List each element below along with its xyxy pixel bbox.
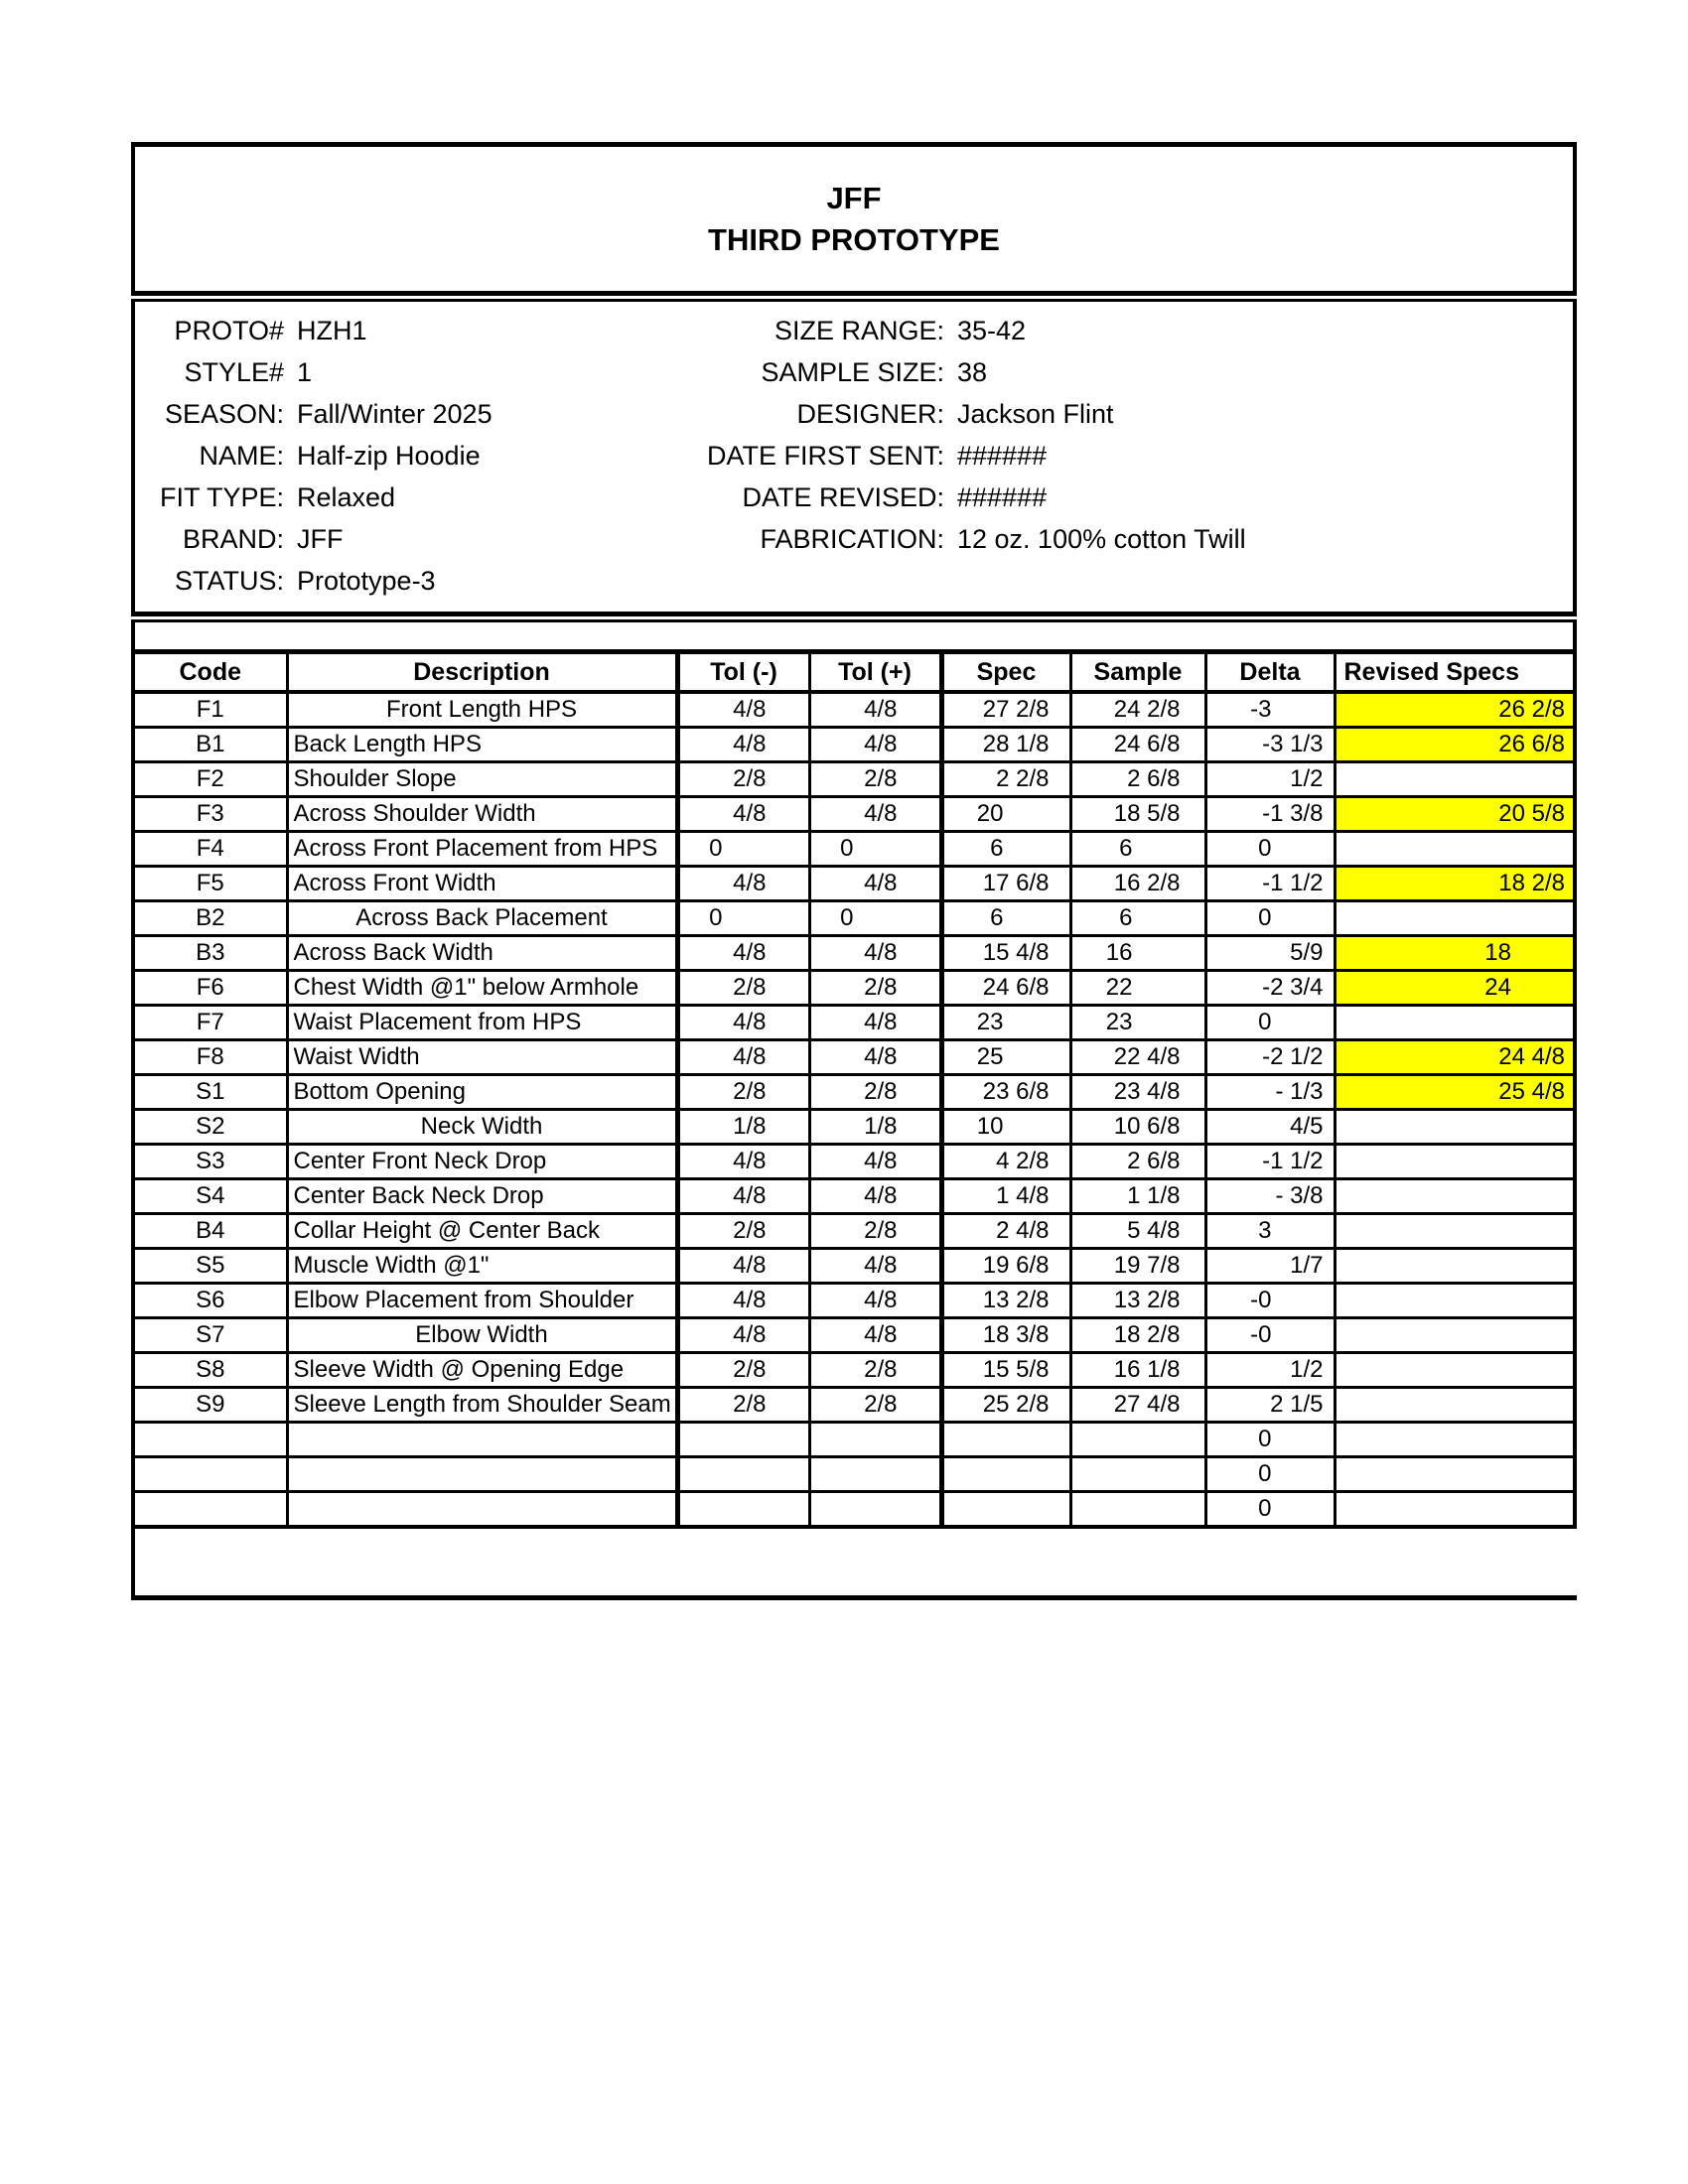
table-row (133, 1075, 1575, 1110)
cell-revised-spec (1335, 762, 1575, 797)
cell-delta: 2 1/5 (1205, 1388, 1335, 1423)
cell-revised-spec (1335, 1353, 1575, 1388)
cell-revised-spec (1335, 1318, 1575, 1353)
cell-delta: 3 (1205, 1214, 1335, 1249)
cell-sample (1070, 1423, 1205, 1457)
cell-revised-spec (1335, 832, 1575, 867)
info-row (135, 518, 1573, 560)
table-row (133, 1006, 1575, 1040)
cell-spec: 6 (941, 832, 1070, 867)
cell-description: Across Shoulder Width (287, 797, 677, 832)
cell-spec (941, 1423, 1070, 1457)
table-row (133, 1110, 1575, 1145)
cell-description: Across Back Width (287, 936, 677, 971)
cell-description: Elbow Width (287, 1318, 677, 1353)
cell-revised-spec (1335, 1145, 1575, 1179)
cell-spec (941, 1457, 1070, 1492)
double-rule-top (131, 291, 1577, 302)
info-value-fit-type: Relaxed (297, 482, 396, 512)
cell-tol-plus: 4/8 (809, 1006, 941, 1040)
info-row (135, 435, 1573, 477)
info-row (135, 477, 1573, 518)
cell-delta: -3 (1205, 692, 1335, 728)
cell-tol-minus: 4/8 (677, 867, 809, 901)
table-row (133, 1214, 1575, 1249)
cell-description: Sleeve Width @ Opening Edge (287, 1353, 677, 1388)
cell-tol-plus: 4/8 (809, 1249, 941, 1284)
info-label-style: STYLE# (184, 357, 284, 387)
cell-spec: 13 2/8 (941, 1284, 1070, 1318)
cell-tol-minus: 2/8 (677, 1214, 809, 1249)
cell-code: F3 (133, 797, 287, 832)
cell-revised-spec: 18 2/8 (1335, 867, 1575, 901)
cell-tol-minus: 4/8 (677, 728, 809, 762)
cell-sample: 22 4/8 (1070, 1040, 1205, 1075)
table-row (133, 1457, 1575, 1492)
cell-delta: -2 3/4 (1205, 971, 1335, 1006)
cell-revised-spec (1335, 1214, 1575, 1249)
cell-code: F4 (133, 832, 287, 867)
cell-tol-minus: 4/8 (677, 1145, 809, 1179)
cell-code: S4 (133, 1179, 287, 1214)
cell-delta: -3 1/3 (1205, 728, 1335, 762)
cell-delta: 1/7 (1205, 1249, 1335, 1284)
table-row (133, 1040, 1575, 1075)
cell-tol-plus: 4/8 (809, 936, 941, 971)
cell-description: Neck Width (287, 1110, 677, 1145)
table-row (133, 1284, 1575, 1318)
table-row (133, 1423, 1575, 1457)
info-value-style: 1 (297, 357, 313, 387)
cell-tol-plus: 4/8 (809, 867, 941, 901)
cell-code: F5 (133, 867, 287, 901)
cell-tol-minus: 0 (677, 832, 809, 867)
cell-description: Collar Height @ Center Back (287, 1214, 677, 1249)
cell-spec: 20 (941, 797, 1070, 832)
cell-sample: 27 4/8 (1070, 1388, 1205, 1423)
cell-revised-spec: 26 2/8 (1335, 692, 1575, 728)
cell-sample: 18 5/8 (1070, 797, 1205, 832)
cell-code: S9 (133, 1388, 287, 1423)
cell-description: Shoulder Slope (287, 762, 677, 797)
cell-tol-plus: 4/8 (809, 1318, 941, 1353)
cell-code: F7 (133, 1006, 287, 1040)
cell-tol-minus: 0 (677, 901, 809, 936)
cell-tol-plus: 4/8 (809, 728, 941, 762)
cell-code: F6 (133, 971, 287, 1006)
table-row (133, 762, 1575, 797)
info-label-date-first-sent: DATE FIRST SENT: (706, 441, 944, 471)
table-row (133, 1249, 1575, 1284)
info-row (135, 351, 1573, 393)
cell-delta: 5/9 (1205, 936, 1335, 971)
cell-delta: -1 1/2 (1205, 867, 1335, 901)
info-value-sample-size: 38 (957, 357, 988, 387)
table-row (133, 936, 1575, 971)
cell-sample (1070, 1492, 1205, 1528)
cell-delta: 1/2 (1205, 1353, 1335, 1388)
cell-revised-spec: 24 4/8 (1335, 1040, 1575, 1075)
cell-spec: 18 3/8 (941, 1318, 1070, 1353)
info-label-season: SEASON: (164, 399, 284, 429)
col-header-sample: Sample (1070, 652, 1205, 693)
cell-sample: 2 6/8 (1070, 1145, 1205, 1179)
cell-spec: 17 6/8 (941, 867, 1070, 901)
cell-sample: 5 4/8 (1070, 1214, 1205, 1249)
cell-tol-plus: 4/8 (809, 1145, 941, 1179)
cell-tol-plus: 2/8 (809, 762, 941, 797)
info-label-size-range: SIZE RANGE: (774, 316, 944, 345)
info-label-fabrication: FABRICATION: (760, 524, 944, 554)
cell-description: Center Back Neck Drop (287, 1179, 677, 1214)
cell-code (133, 1457, 287, 1492)
info-row (135, 393, 1573, 435)
cell-spec: 19 6/8 (941, 1249, 1070, 1284)
cell-revised-spec (1335, 1179, 1575, 1214)
cell-tol-minus: 4/8 (677, 692, 809, 728)
cell-delta: -0 (1205, 1284, 1335, 1318)
cell-delta: 0 (1205, 1423, 1335, 1457)
cell-tol-minus: 2/8 (677, 971, 809, 1006)
col-header-revised-specs: Revised Specs (1335, 652, 1575, 693)
cell-code: S5 (133, 1249, 287, 1284)
table-row (133, 728, 1575, 762)
table-row (133, 1145, 1575, 1179)
cell-revised-spec (1335, 1249, 1575, 1284)
cell-tol-minus: 2/8 (677, 1388, 809, 1423)
cell-description: Back Length HPS (287, 728, 677, 762)
cell-revised-spec (1335, 1110, 1575, 1145)
cell-spec: 25 (941, 1040, 1070, 1075)
spec-sheet (131, 142, 1577, 1600)
cell-tol-plus: 1/8 (809, 1110, 941, 1145)
cell-delta: -0 (1205, 1318, 1335, 1353)
cell-description: Center Front Neck Drop (287, 1145, 677, 1179)
cell-spec: 23 (941, 1006, 1070, 1040)
cell-tol-minus: 2/8 (677, 762, 809, 797)
cell-tol-minus: 4/8 (677, 1006, 809, 1040)
cell-description: Chest Width @1" below Armhole (287, 971, 677, 1006)
info-value-date-first-sent: ###### (957, 441, 1048, 471)
cell-spec: 4 2/8 (941, 1145, 1070, 1179)
cell-tol-minus: 1/8 (677, 1110, 809, 1145)
cell-tol-minus (677, 1423, 809, 1457)
cell-tol-plus (809, 1492, 941, 1528)
cell-tol-plus (809, 1457, 941, 1492)
info-row (135, 560, 1573, 602)
cell-revised-spec: 25 4/8 (1335, 1075, 1575, 1110)
col-header-code: Code (133, 652, 287, 693)
info-value-season: Fall/Winter 2025 (297, 399, 492, 429)
cell-revised-spec (1335, 1006, 1575, 1040)
cell-code: F1 (133, 692, 287, 728)
cell-spec: 10 (941, 1110, 1070, 1145)
cell-tol-plus: 4/8 (809, 1179, 941, 1214)
table-row (133, 1492, 1575, 1528)
cell-tol-minus: 2/8 (677, 1353, 809, 1388)
cell-tol-plus: 2/8 (809, 971, 941, 1006)
table-row (133, 1318, 1575, 1353)
cell-tol-minus (677, 1492, 809, 1528)
info-row (135, 310, 1573, 351)
cell-code: F8 (133, 1040, 287, 1075)
col-header-tol-plus: Tol (+) (809, 652, 941, 693)
cell-delta: 0 (1205, 1006, 1335, 1040)
cell-delta: 0 (1205, 901, 1335, 936)
cell-tol-minus: 4/8 (677, 1040, 809, 1075)
table-row (133, 867, 1575, 901)
title-block (131, 142, 1577, 291)
table-row (133, 797, 1575, 832)
cell-tol-minus (677, 1457, 809, 1492)
cell-description: Bottom Opening (287, 1075, 677, 1110)
cell-revised-spec (1335, 1284, 1575, 1318)
cell-sample: 16 (1070, 936, 1205, 971)
cell-description (287, 1457, 677, 1492)
cell-description: Waist Width (287, 1040, 677, 1075)
info-label-status: STATUS: (174, 566, 284, 596)
cell-tol-minus: 4/8 (677, 936, 809, 971)
cell-spec: 24 6/8 (941, 971, 1070, 1006)
cell-revised-spec: 18 (1335, 936, 1575, 971)
cell-tol-plus: 2/8 (809, 1214, 941, 1249)
cell-sample: 22 (1070, 971, 1205, 1006)
cell-spec (941, 1492, 1070, 1528)
spacer (131, 622, 1577, 649)
double-rule-bottom (131, 612, 1577, 622)
cell-description (287, 1492, 677, 1528)
table-row (133, 692, 1575, 728)
page-title: THIRD PROTOTYPE (708, 221, 1000, 257)
table-row (133, 832, 1575, 867)
cell-spec: 27 2/8 (941, 692, 1070, 728)
cell-spec: 23 6/8 (941, 1075, 1070, 1110)
cell-delta: -1 3/8 (1205, 797, 1335, 832)
cell-code: S8 (133, 1353, 287, 1388)
table-row (133, 1179, 1575, 1214)
cell-sample: 18 2/8 (1070, 1318, 1205, 1353)
info-label-designer: DESIGNER: (796, 399, 944, 429)
cell-tol-plus: 4/8 (809, 1284, 941, 1318)
col-header-spec: Spec (941, 652, 1070, 693)
info-value-designer: Jackson Flint (957, 399, 1114, 429)
table-header-row (133, 652, 1575, 693)
cell-tol-plus: 2/8 (809, 1075, 941, 1110)
cell-sample: 13 2/8 (1070, 1284, 1205, 1318)
cell-description: Elbow Placement from Shoulder (287, 1284, 677, 1318)
cell-revised-spec (1335, 1423, 1575, 1457)
cell-delta: 0 (1205, 832, 1335, 867)
info-value-proto: HZH1 (297, 316, 367, 345)
cell-tol-plus: 2/8 (809, 1353, 941, 1388)
cell-spec: 25 2/8 (941, 1388, 1070, 1423)
cell-sample: 24 6/8 (1070, 728, 1205, 762)
info-label-name: NAME: (199, 441, 284, 471)
cell-revised-spec: 20 5/8 (1335, 797, 1575, 832)
col-header-delta: Delta (1205, 652, 1335, 693)
info-value-brand: JFF (297, 524, 344, 554)
cell-tol-plus: 2/8 (809, 1388, 941, 1423)
cell-spec: 15 4/8 (941, 936, 1070, 971)
cell-spec: 6 (941, 901, 1070, 936)
cell-delta: 4/5 (1205, 1110, 1335, 1145)
cell-tol-plus: 0 (809, 901, 941, 936)
cell-tol-plus: 4/8 (809, 1040, 941, 1075)
cell-sample: 24 2/8 (1070, 692, 1205, 728)
cell-code: B3 (133, 936, 287, 971)
cell-description: Across Front Placement from HPS (287, 832, 677, 867)
info-label-brand: BRAND: (182, 524, 284, 554)
cell-tol-minus: 2/8 (677, 1075, 809, 1110)
info-value-size-range: 35-42 (957, 316, 1027, 345)
info-label-date-revised: DATE REVISED: (742, 482, 944, 512)
cell-spec: 28 1/8 (941, 728, 1070, 762)
cell-tol-plus (809, 1423, 941, 1457)
cell-tol-plus: 4/8 (809, 692, 941, 728)
col-header-tol-minus: Tol (-) (677, 652, 809, 693)
cell-sample: 19 7/8 (1070, 1249, 1205, 1284)
cell-revised-spec (1335, 1492, 1575, 1528)
cell-code (133, 1423, 287, 1457)
cell-description (287, 1423, 677, 1457)
cell-delta: 0 (1205, 1492, 1335, 1528)
cell-sample: 16 2/8 (1070, 867, 1205, 901)
info-value-date-revised: ###### (957, 482, 1048, 512)
cell-sample: 6 (1070, 832, 1205, 867)
cell-description: Front Length HPS (287, 692, 677, 728)
cell-sample: 1 1/8 (1070, 1179, 1205, 1214)
cell-code: F2 (133, 762, 287, 797)
info-label-sample-size: SAMPLE SIZE: (761, 357, 944, 387)
cell-code: B1 (133, 728, 287, 762)
info-value-status: Prototype-3 (297, 566, 436, 596)
cell-code: S1 (133, 1075, 287, 1110)
cell-delta: 0 (1205, 1457, 1335, 1492)
info-block (131, 302, 1577, 612)
cell-tol-minus: 4/8 (677, 1284, 809, 1318)
table-row (133, 1388, 1575, 1423)
info-label-fit-type: FIT TYPE: (159, 482, 284, 512)
cell-revised-spec: 24 (1335, 971, 1575, 1006)
table-row (133, 1353, 1575, 1388)
cell-delta: -1 1/2 (1205, 1145, 1335, 1179)
cell-revised-spec (1335, 1457, 1575, 1492)
cell-revised-spec: 26 6/8 (1335, 728, 1575, 762)
cell-code: S3 (133, 1145, 287, 1179)
cell-code: B4 (133, 1214, 287, 1249)
cell-sample: 16 1/8 (1070, 1353, 1205, 1388)
cell-spec: 2 4/8 (941, 1214, 1070, 1249)
info-value-name: Half-zip Hoodie (297, 441, 481, 471)
info-label-proto: PROTO# (174, 316, 284, 345)
cell-delta: 1/2 (1205, 762, 1335, 797)
cell-tol-plus: 4/8 (809, 797, 941, 832)
footer-strip (131, 1529, 1577, 1600)
cell-description: Sleeve Length from Shoulder Seam (287, 1388, 677, 1423)
cell-description: Across Front Width (287, 867, 677, 901)
cell-sample: 10 6/8 (1070, 1110, 1205, 1145)
table-row (133, 901, 1575, 936)
cell-sample: 2 6/8 (1070, 762, 1205, 797)
cell-tol-minus: 4/8 (677, 797, 809, 832)
cell-description: Across Back Placement (287, 901, 677, 936)
measurement-table (131, 649, 1577, 1529)
cell-tol-minus: 4/8 (677, 1318, 809, 1353)
cell-spec: 2 2/8 (941, 762, 1070, 797)
cell-sample (1070, 1457, 1205, 1492)
cell-code: S7 (133, 1318, 287, 1353)
cell-code (133, 1492, 287, 1528)
cell-code: S2 (133, 1110, 287, 1145)
col-header-description: Description (287, 652, 677, 693)
cell-code: S6 (133, 1284, 287, 1318)
cell-delta: -2 1/2 (1205, 1040, 1335, 1075)
cell-sample: 6 (1070, 901, 1205, 936)
cell-revised-spec (1335, 1388, 1575, 1423)
cell-spec: 1 4/8 (941, 1179, 1070, 1214)
cell-description: Waist Placement from HPS (287, 1006, 677, 1040)
cell-code: B2 (133, 901, 287, 936)
cell-tol-minus: 4/8 (677, 1179, 809, 1214)
cell-revised-spec (1335, 901, 1575, 936)
cell-delta: - 1/3 (1205, 1075, 1335, 1110)
table-row (133, 971, 1575, 1006)
info-value-fabrication: 12 oz. 100% cotton Twill (957, 524, 1246, 554)
cell-delta: - 3/8 (1205, 1179, 1335, 1214)
cell-tol-minus: 4/8 (677, 1249, 809, 1284)
cell-sample: 23 (1070, 1006, 1205, 1040)
cell-tol-plus: 0 (809, 832, 941, 867)
cell-description: Muscle Width @1" (287, 1249, 677, 1284)
cell-spec: 15 5/8 (941, 1353, 1070, 1388)
cell-sample: 23 4/8 (1070, 1075, 1205, 1110)
brand-title: JFF (826, 180, 882, 215)
